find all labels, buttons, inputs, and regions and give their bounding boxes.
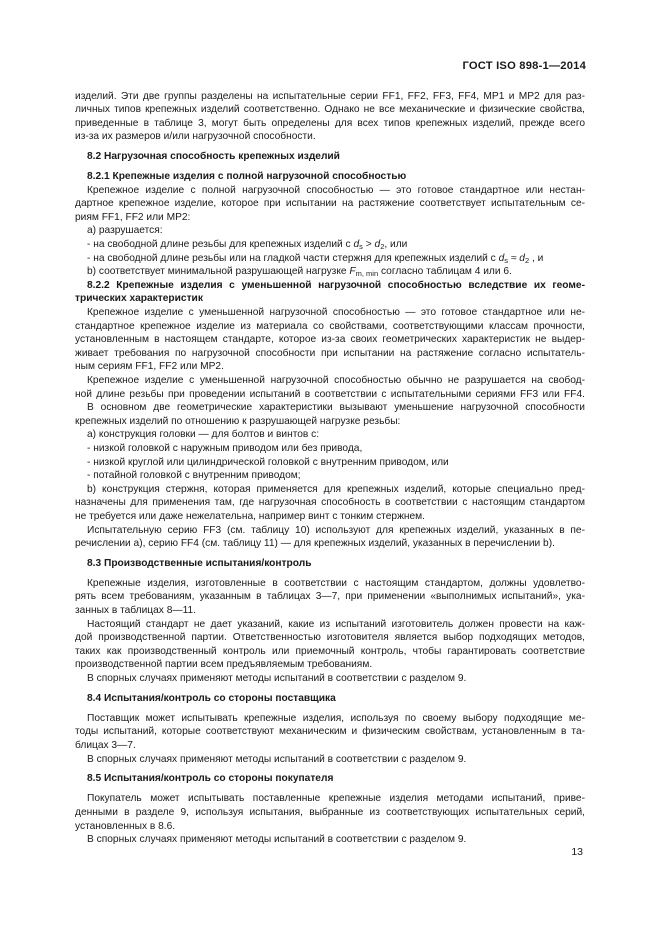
section-heading: 8.2 Нагрузочная способность крепежных изделий bbox=[87, 151, 340, 163]
body-text-line: Покупатель может испытывать поставленные крепежные изделия методами испытаний, приве- bbox=[87, 793, 585, 805]
body-text-line: таких как производственный контроль или приемочный контроль, чтобы гарантировать соответствие bbox=[75, 645, 585, 657]
body-text-line: изделий. Эти две группы разделены на испытательные серии FF1, FF2, FF3, FF4, MP1 и MP2 для раз- bbox=[75, 90, 585, 102]
body-text-line: занных в таблицах 8—11. bbox=[75, 605, 196, 617]
body-text-line: тоды испытаний, которые соответствуют механическим и физическим свойствам, установленным в та- bbox=[75, 726, 585, 738]
body-text-line: Настоящий стандарт не дает указаний, какие из испытаний изготовитель должен провести на каж- bbox=[87, 618, 585, 630]
body-text-line: крепежных изделий по отношению к разрушающей нагрузке резьбы: bbox=[75, 415, 401, 427]
list-item: - низкой головкой с наружным приводом или без привода, bbox=[87, 442, 363, 454]
body-text-line: не требуется или даже нежелательна, например винт с тонким стержнем. bbox=[75, 510, 426, 522]
body-text-line: Крепежное изделие с полной нагрузочной способностью — это готовое стандартное или нестан- bbox=[87, 184, 585, 196]
body-text-line: приведенные в таблице 3, могут быть определены для всех типов крепежных изделий, прежде всего bbox=[75, 117, 585, 129]
body-text-line: установленным в настоящем стандарте, которое из-за своих геометрических характеристик не выдер- bbox=[75, 334, 585, 346]
body-text-line: Крепежное изделие с уменьшенной нагрузочной способностью обычно не разрушается на свобод- bbox=[87, 374, 585, 386]
body-text-line: стандартное крепежное изделие из материала со свойствами, соответствующими классам прочности, bbox=[75, 320, 585, 332]
body-text-line: рять всем требованиям, указанным в таблицах 3—7, при применении «выполнимых испытаний», ука- bbox=[75, 591, 585, 603]
list-item: - на свободной длине резьбы или на гладкой части стержня для крепежных изделий с $d_s \approx d_2$ , и bbox=[87, 252, 544, 265]
body-text-line: речислении a), серию FF4 (см. таблицу 11) — для крепежных изделий, указанных в перечислении b). bbox=[75, 538, 555, 550]
body-text-line: В спорных случаях применяют методы испытаний в соответствии с разделом 9. bbox=[87, 753, 467, 765]
document-body bbox=[75, 90, 585, 847]
document-header: ГОСТ ISO 898-1—2014 bbox=[462, 60, 586, 72]
body-text-line: ным сериям FF1, FF2 или MP2. bbox=[75, 361, 224, 373]
body-text-line: дартное крепежное изделие, которое при испытании на растяжение соответствует испытательным се- bbox=[75, 198, 585, 210]
body-text-line: блицах 3—7. bbox=[75, 740, 136, 751]
body-text-line: денными в разделе 9, используя испытания, выбранные из соответствующих испытательных серий, bbox=[75, 806, 585, 818]
section-heading: 8.5 Испытания/контроль со стороны покупателя bbox=[87, 773, 334, 785]
body-text-line: В спорных случаях применяют методы испытаний в соответствии с разделом 9. bbox=[87, 834, 467, 846]
body-text-line: из-за их размеров и/или нагрузочной способности. bbox=[75, 131, 316, 143]
body-text-line: назначены для применения там, где нагрузочная способность в соответствии с настоящим стандартом bbox=[75, 497, 585, 509]
body-text-line: Крепежные изделия, изготовленные в соответствии с настоящим стандартом, должны удовлетво- bbox=[87, 577, 585, 589]
list-item: a) разрушается: bbox=[87, 225, 163, 237]
body-text-line: установленных в 8.6. bbox=[75, 820, 176, 832]
body-text-line: дой производственной партии. Ответственностью изготовителя является выбор подходящих методов, bbox=[75, 632, 585, 644]
list-item: - на свободной длине резьбы для крепежных изделий с $d_s > d_2$, или bbox=[87, 239, 408, 252]
list-item: a) конструкция головки — для болтов и винтов с: bbox=[87, 429, 320, 441]
subsection-heading: трических характеристик bbox=[75, 293, 203, 305]
subsection-heading: 8.2.1 Крепежные изделия с полной нагрузочной способностью bbox=[87, 171, 407, 183]
list-item: b) соответствует минимальной разрушающей нагрузке $F_{m, min}$ согласно таблицам 4 или 6. bbox=[87, 266, 512, 279]
body-text-line: Крепежное изделие с уменьшенной нагрузочной способностью — это готовое стандартное или не- bbox=[87, 307, 585, 318]
list-item: b) конструкция стержня, которая применяется для крепежных изделий, которые специально пред- bbox=[87, 483, 585, 495]
body-text-line: личных типов крепежных изделий соответственно. Однако не все механические и физические свойства, bbox=[75, 104, 585, 116]
body-text-line: Поставщик может испытывать крепежные изделия, используя по своему выбору подходящие ме- bbox=[87, 712, 585, 724]
section-heading: 8.3 Производственные испытания/контроль bbox=[87, 557, 312, 569]
body-text-line: живает требования по нагрузочной способности при испытании на растяжение согласно испытатель- bbox=[75, 347, 585, 359]
body-text-line: риям FF1, FF2 или MP2: bbox=[75, 211, 191, 223]
body-text-line: Испытательную серию FF3 (см. таблицу 10) используют для крепежных изделий, указанных в пе- bbox=[87, 524, 585, 536]
body-text-line: производственной партии всем предъявляемым требованиям. bbox=[75, 659, 373, 671]
body-text-line: ной длине резьбы при проведении испытаний в соответствии с испытательными сериями FF3 или FF4. bbox=[75, 388, 585, 400]
body-text-line: В основном две геометрические характеристики вызывают уменьшение нагрузочной способности bbox=[87, 402, 585, 414]
subsection-heading: 8.2.2 Крепежные изделия с уменьшенной нагрузочной способностью вследствие их геоме- bbox=[87, 279, 585, 291]
page-number: 13 bbox=[571, 846, 583, 858]
body-text-line: В спорных случаях применяют методы испытаний в соответствии с разделом 9. bbox=[87, 673, 467, 685]
section-heading: 8.4 Испытания/контроль со стороны поставщика bbox=[87, 692, 336, 704]
list-item: - потайной головкой с внутренним приводом; bbox=[87, 470, 301, 482]
list-item: - низкой круглой или цилиндрической головкой с внутренним приводом, или bbox=[87, 456, 449, 468]
